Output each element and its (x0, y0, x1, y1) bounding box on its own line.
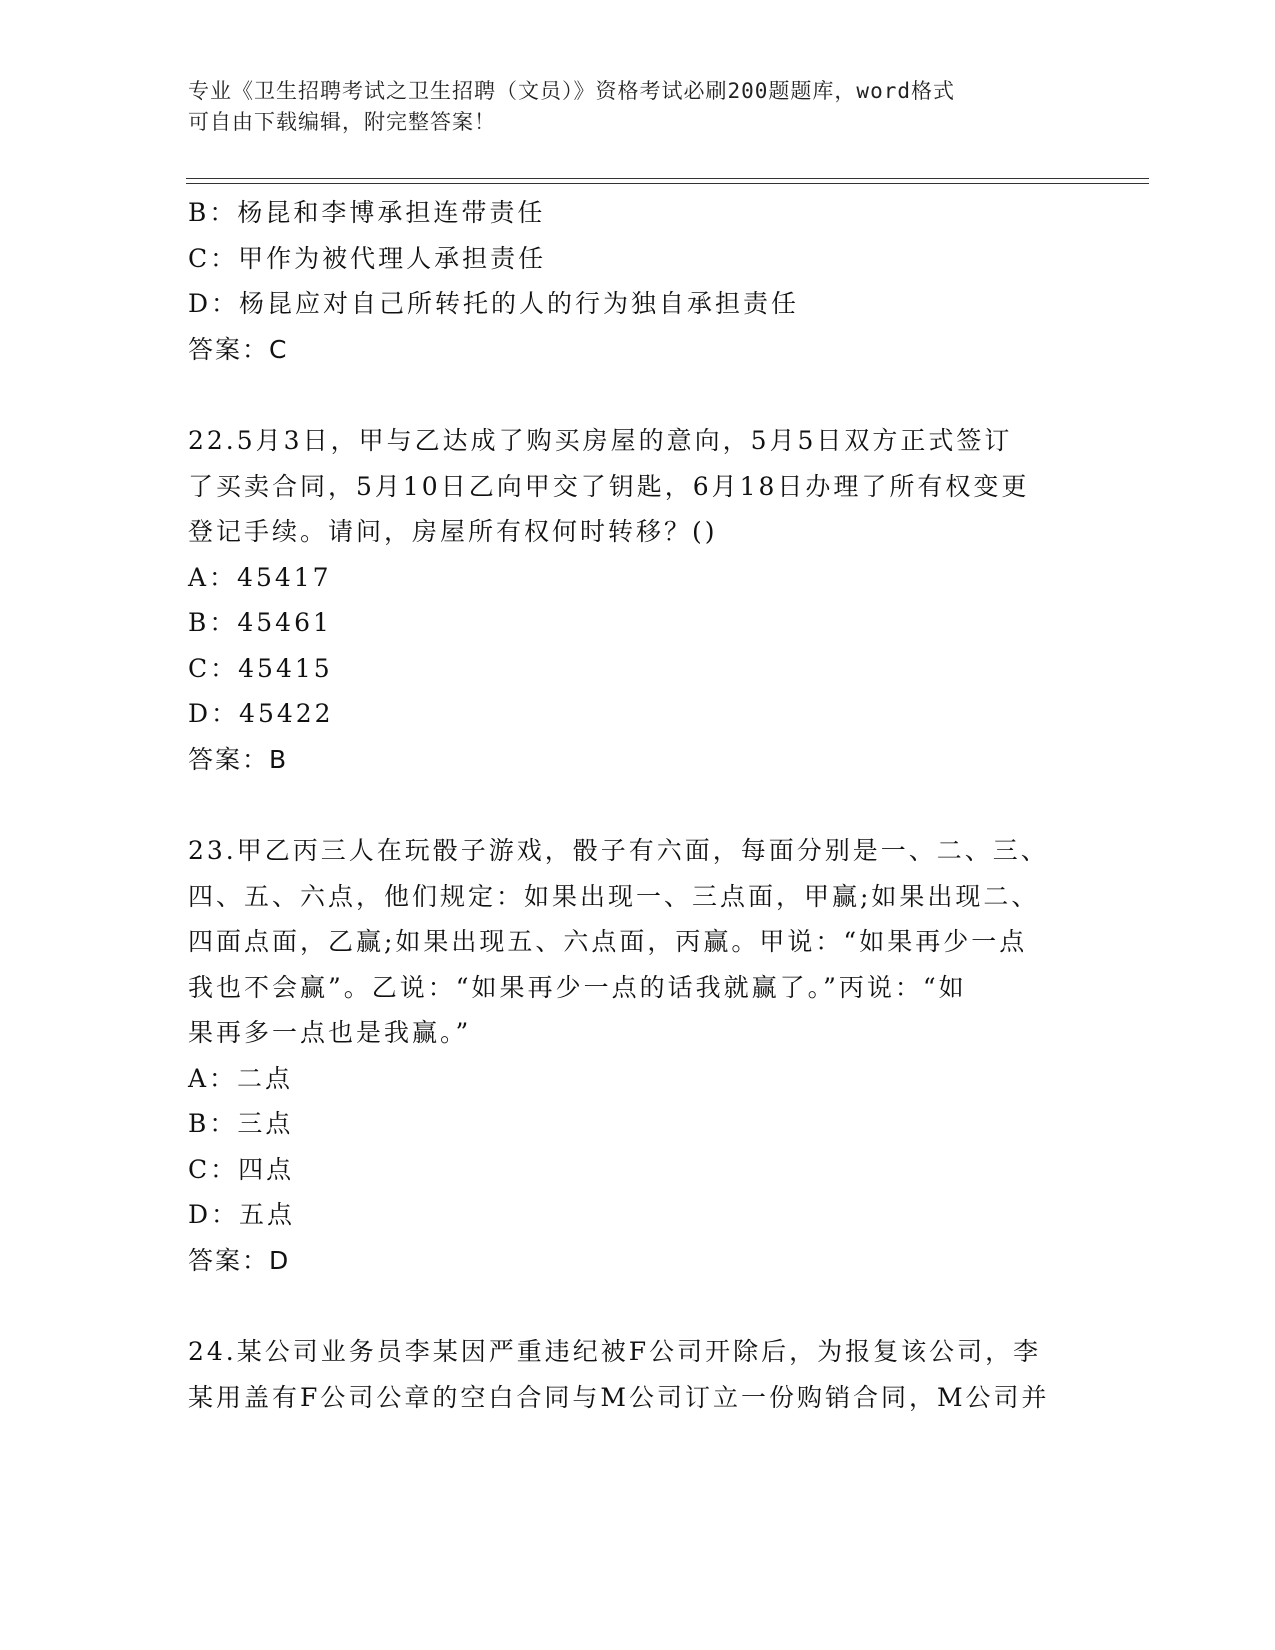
option-a: A：二点 (188, 1063, 294, 1093)
answer: 答案：D (188, 1245, 291, 1275)
question-stem-line: 某用盖有F公司公章的空白合同与M公司订立一份购销合同，M公司并 (188, 1382, 1050, 1412)
option-b: B：杨昆和李博承担连带责任 (188, 198, 546, 227)
header-line-2: 可自由下载编辑，附完整答案！ (188, 110, 496, 134)
answer: 答案：C (188, 334, 289, 364)
question-stem-line: 了买卖合同，5月10日乙向甲交了钥匙，6月18日办理了所有权变更 (188, 471, 1030, 501)
question-24 (188, 1329, 1088, 1420)
option-b: B：45461 (188, 608, 332, 637)
header-divider-top (186, 178, 1149, 179)
question-stem-line: 四面点面，乙赢;如果出现五、六点面，丙赢。甲说：“如果再少一点 (188, 927, 1028, 956)
option-d: D：45422 (188, 699, 334, 728)
option-b: B：三点 (188, 1109, 294, 1138)
question-stem-line: 登记手续。请问，房屋所有权何时转移？() (188, 517, 718, 546)
option-c: C：甲作为被代理人承担责任 (188, 243, 547, 273)
option-d: D：杨昆应对自己所转托的人的行为独自承担责任 (188, 289, 800, 318)
document-header (188, 76, 1068, 138)
question-stem-line: 四、五、六点，他们规定：如果出现一、三点面，甲赢;如果出现二、 (188, 881, 1040, 911)
header-divider-bottom (186, 183, 1149, 184)
question-stem-line: 23.甲乙丙三人在玩骰子游戏，骰子有六面，每面分别是一、二、三、 (188, 836, 1049, 865)
question-stem-line: 22.5月3日，甲与乙达成了购买房屋的意向，5月5日双方正式签订 (188, 426, 1013, 455)
document-body (188, 190, 1088, 1420)
question-23 (188, 828, 1088, 1283)
question-stem-line: 果再多一点也是我赢。” (188, 1018, 472, 1047)
option-c: C：45415 (188, 653, 333, 683)
option-a: A：45417 (188, 562, 332, 592)
option-c: C：四点 (188, 1154, 295, 1184)
question-stem-line: 24.某公司业务员李某因严重违纪被F公司开除后，为报复该公司，李 (188, 1337, 1042, 1366)
question-22 (188, 418, 1088, 782)
answer: 答案：B (188, 744, 289, 774)
question-stem-line: 我也不会赢”。乙说：“如果再少一点的话我就赢了。”丙说：“如 (188, 972, 967, 1002)
option-d: D：五点 (188, 1200, 296, 1229)
question-21 (188, 190, 1088, 372)
header-line-1: 专业《卫生招聘考试之卫生招聘（文员）》资格考试必刷200题题库，word格式 (188, 79, 955, 103)
